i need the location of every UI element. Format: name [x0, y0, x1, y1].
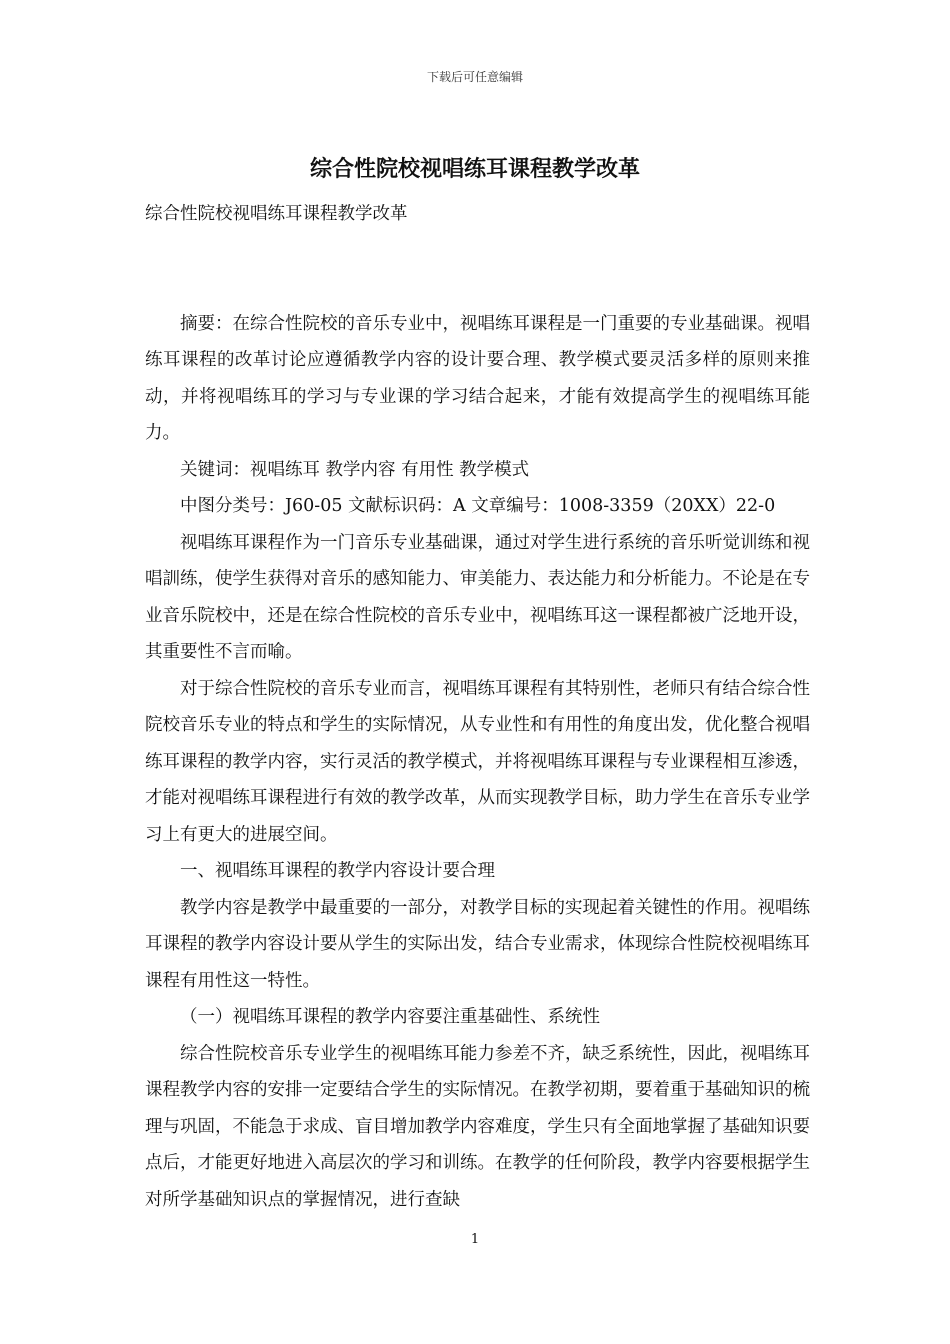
- classification-line: 中图分类号：J60-05 文献标识码：A 文章编号：1008-3359（20XX）22-0: [180, 496, 776, 516]
- page-number: 1: [470, 1232, 480, 1247]
- body-paragraph: 教学内容是教学中最重要的一部分，对教学目标的实现起着关键性的作用。视唱练耳课程的教学内容设计要从学生的实际出发，结合专业需求，体现综合性院校视唱练耳课程有用性这一特性。: [145, 897, 810, 991]
- body-paragraph: 对于综合性院校的音乐专业而言，视唱练耳课程有其特别性，老师只有结合综合性院校音乐专业的特点和学生的实际情况，从专业性和有用性的角度出发，优化整合视唱练耳课程的教学内容，实行灵活的教学模式，并将视唱练耳课程与专业课程相互渗透，才能对视唱练耳课程进行有效的教学改革，从而实现教学目标，助力学生在音乐专业学习上有更大的进展空间。: [145, 678, 810, 845]
- subsection-heading: （一）视唱练耳课程的教学内容要注重基础性、系统性: [180, 1007, 600, 1027]
- document-subtitle: 综合性院校视唱练耳课程教学改革: [145, 204, 408, 224]
- section-heading: 一、视唱练耳课程的教学内容设计要合理: [180, 861, 495, 881]
- document-title: 综合性院校视唱练耳课程教学改革: [309, 157, 640, 182]
- abstract-paragraph: 摘要：在综合性院校的音乐专业中，视唱练耳课程是一门重要的专业基础课。视唱练耳课程的改革讨论应遵循教学内容的设计要合理、教学模式要灵活多样的原则来推动，并将视唱练耳的学习与专业课的学习结合起来，才能有效提高学生的视唱练耳能力。: [145, 313, 810, 443]
- body-paragraph: 综合性院校音乐专业学生的视唱练耳能力参差不齐，缺乏系统性，因此，视唱练耳课程教学内容的安排一定要结合学生的实际情况。在教学初期，要着重于基础知识的梳理与巩固，不能急于求成、盲目增加教学内容难度，学生只有全面地掌握了基础知识要点后，才能更好地进入高层次的学习和训练。在教学的任何阶段，教学内容要根据学生对所学基础知识点的掌握情况，进行查缺: [145, 1043, 810, 1210]
- header-note: 下载后可任意编辑: [426, 70, 523, 84]
- keywords-line: 关键词：视唱练耳 教学内容 有用性 教学模式: [180, 459, 530, 480]
- blank-space: [145, 233, 810, 306]
- document-body: [145, 196, 810, 1218]
- body-paragraph: 视唱练耳课程作为一门音乐专业基础课，通过对学生进行系统的音乐听觉训练和视唱訓练，使学生获得对音乐的感知能力、审美能力、表达能力和分析能力。不论是在专业音乐院校中，还是在综合性院校的音乐专业中，视唱练耳这一课程都被广泛地开设，其重要性不言而喻。: [145, 532, 810, 662]
